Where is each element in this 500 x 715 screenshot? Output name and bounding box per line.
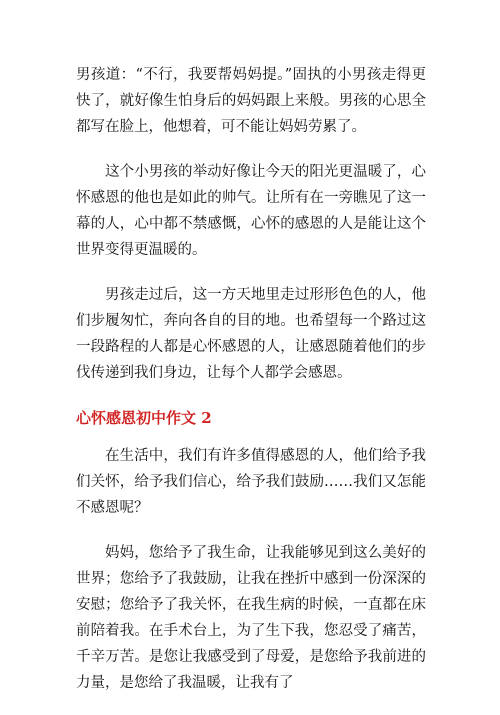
section-heading: 心怀感恩初中作文 2 bbox=[76, 409, 212, 427]
paragraph-1: 男孩道：“不行，我要帮妈妈提。”固执的小男孩走得更快了，就好像生怕身后的妈妈跟上来般。男孩的心思全都写在脸上，他想着，可不能让妈妈劳累了。 bbox=[76, 67, 426, 135]
paragraph-3: 男孩走过后，这一方天地里走过形形色色的人，他们步履匆忙，奔向各自的目的地。也希望每一个路过这一段路程的人都是心怀感恩的人，让感恩随着他们的步伐传递到我们身边，让每个人都学会感恩。 bbox=[76, 287, 426, 381]
article-body bbox=[76, 62, 426, 715]
paragraph-5: 妈妈，您给予了我生命，让我能够见到这么美好的世界；您给予了我鼓励，让我在挫折中感到一份深深的安慰；您给予了我关怀，在我生病的时候，一直都在床前陪着我。在手术台上，为了生下我，您忍受了痛苦，千辛万苦。是您让我感受到了母爱，是您给予我前进的力量，是您给了我温暖，让我有了 bbox=[76, 545, 426, 691]
paragraph-2: 这个小男孩的举动好像让今天的阳光更温暖了，心怀感恩的他也是如此的帅气。让所有在一旁瞧见了这一幕的人，心中都不禁感慨，心怀的感恩的人是能让这个世界变得更温暖的。 bbox=[76, 164, 426, 258]
paragraph-4: 在生活中，我们有许多值得感恩的人，他们给予我们关怀，给予我们信心，给予我们鼓励……我们又怎能不感恩呢？ bbox=[76, 448, 426, 516]
